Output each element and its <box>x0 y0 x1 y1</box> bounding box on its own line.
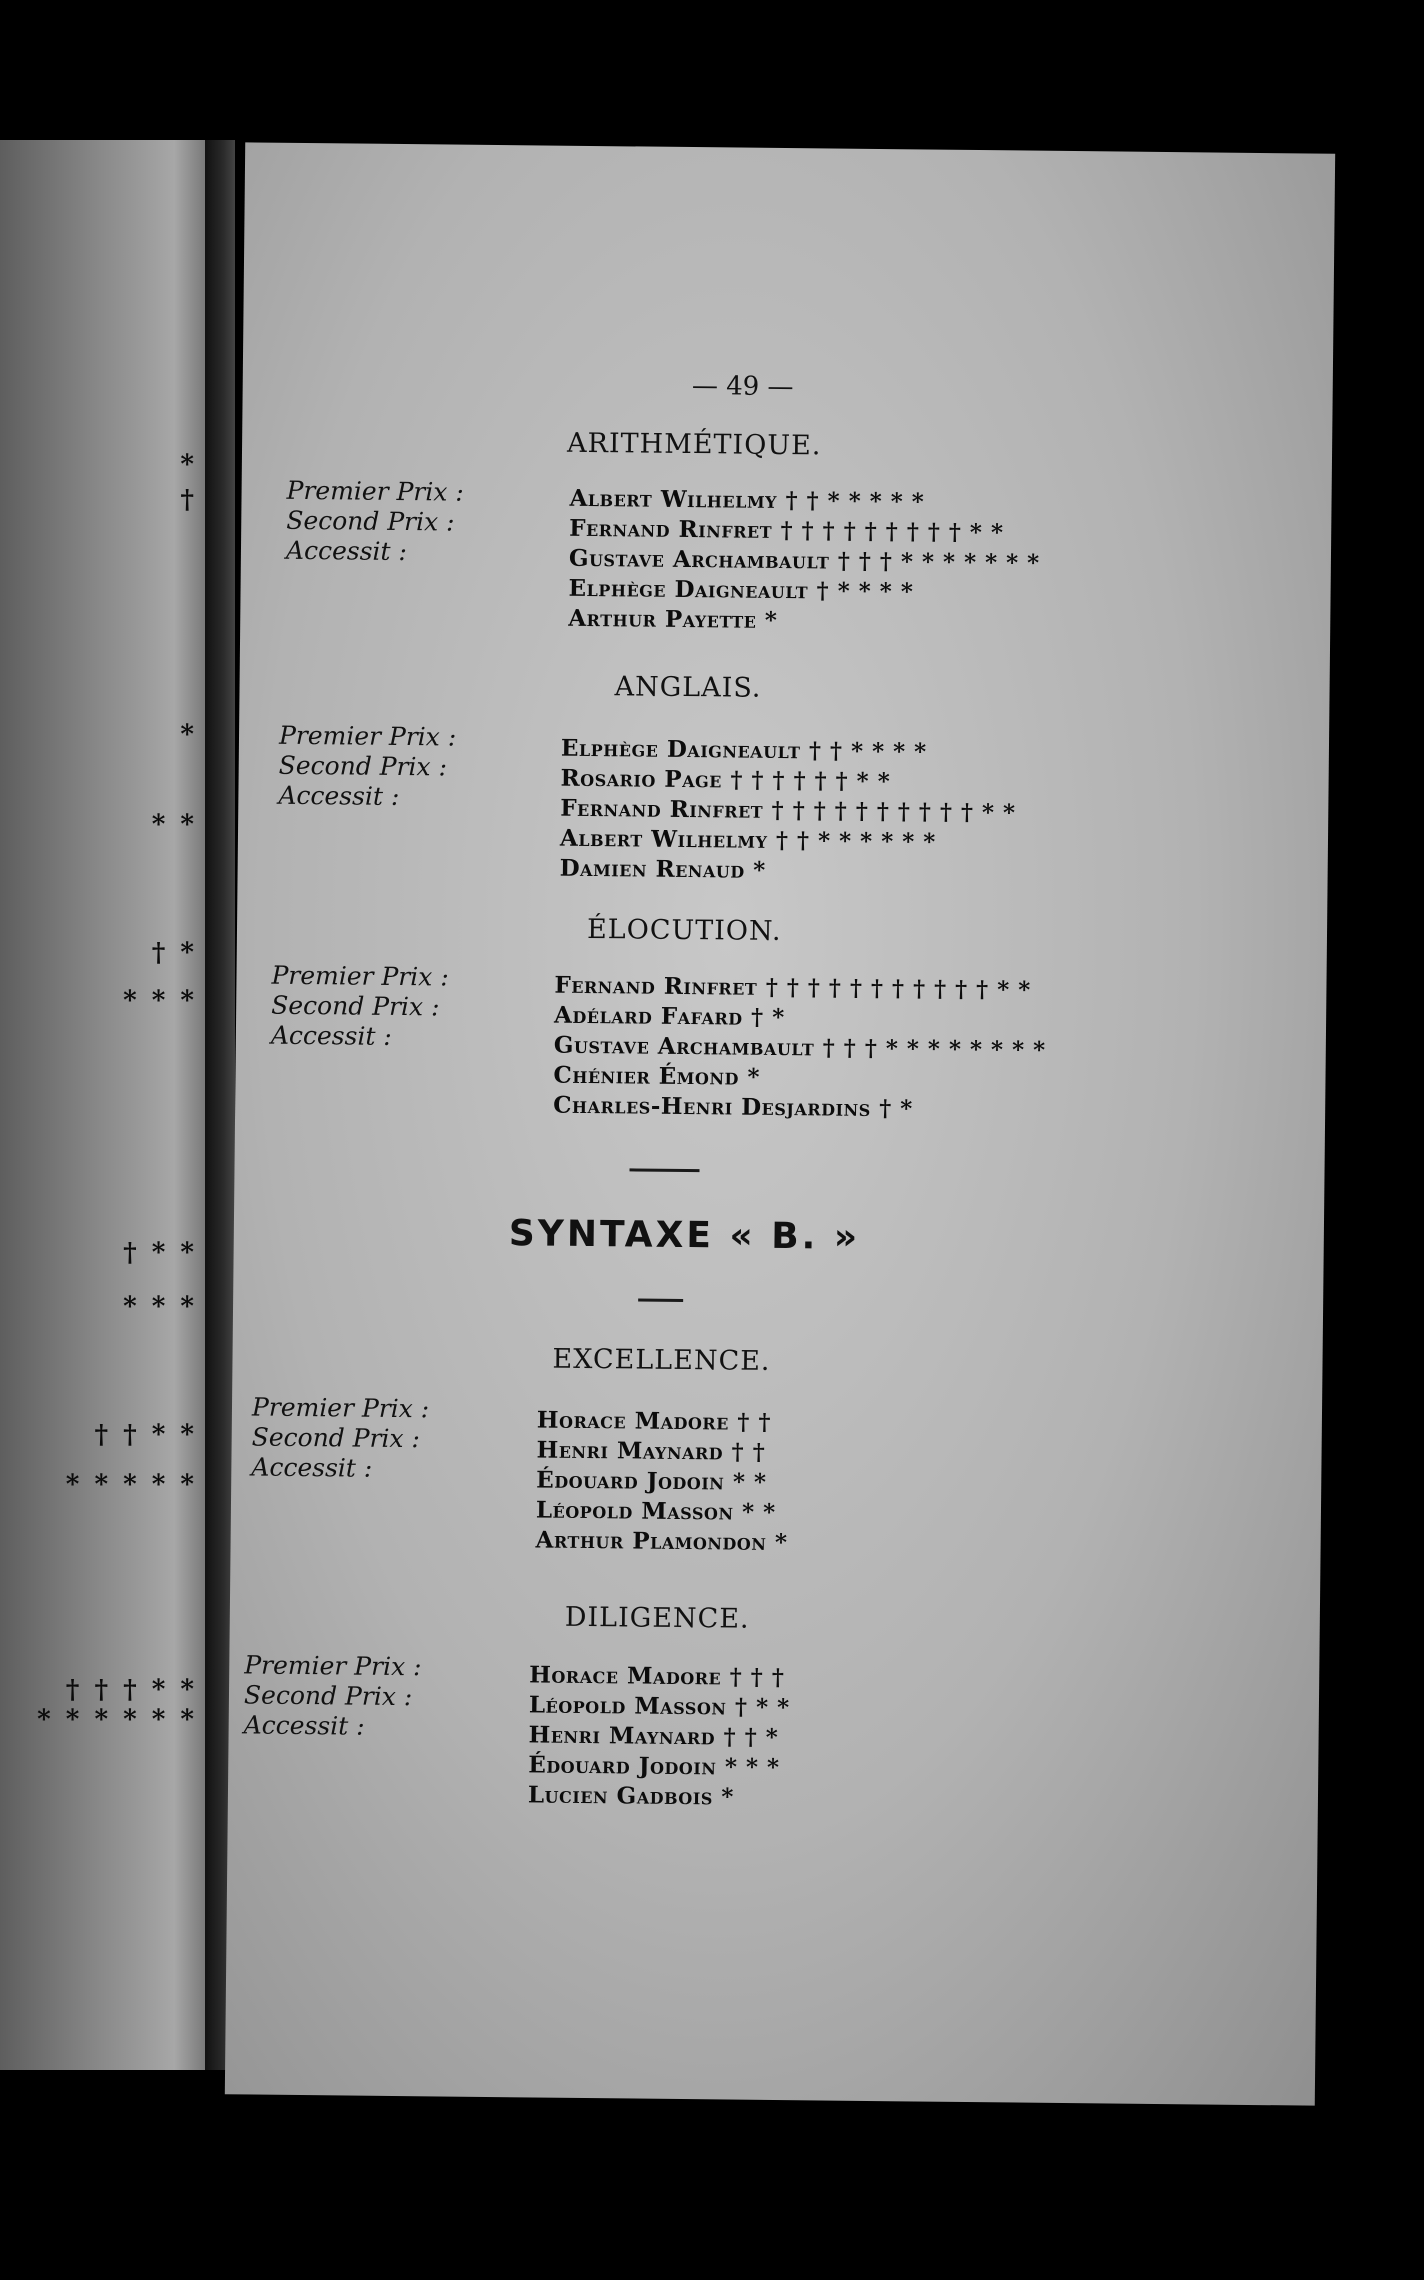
winner-name: Albert Wilhelmy † † * * * * * * <box>559 824 936 856</box>
prize-labels <box>286 476 464 568</box>
left-fragment: † † † * * <box>65 1675 197 1705</box>
winner-name: Horace Madore † † † <box>529 1661 785 1692</box>
left-fragment: † * <box>151 938 197 968</box>
left-fragment: † * * <box>123 1238 197 1268</box>
left-page-edge <box>0 140 205 2070</box>
divider-rule <box>629 1168 699 1172</box>
winner-name: Gustave Archambault † † † * * * * * * * <box>568 544 1040 577</box>
section-title-diligence: DILIGENCE. <box>564 1601 750 1635</box>
left-fragment: * * * * * <box>65 1470 197 1500</box>
label-accessit: Accessit : <box>278 780 400 811</box>
label-second-prix: Second Prix : <box>243 1680 413 1712</box>
left-fragment: * * * <box>123 986 197 1016</box>
label-premier-prix: Premier Prix : <box>286 475 464 507</box>
label-premier-prix: Premier Prix : <box>271 960 449 992</box>
winner-name: Arthur Payette * <box>568 604 778 634</box>
right-page <box>225 142 1335 2105</box>
winner-name: Arthur Plamondon * <box>535 1526 788 1557</box>
prize-labels <box>271 961 449 1053</box>
section-title-excellence: EXCELLENCE. <box>552 1343 771 1377</box>
prize-labels <box>244 1650 422 1742</box>
winner-list <box>553 971 1046 1126</box>
left-fragment: * <box>180 450 197 480</box>
winner-name: Horace Madore † † <box>536 1406 772 1436</box>
label-premier-prix: Premier Prix : <box>278 720 457 752</box>
winner-name: Elphège Daigneault † † * * * * <box>560 734 927 766</box>
winner-name: Édouard Jodoin * * * <box>528 1751 780 1782</box>
left-fragment: * * <box>151 810 197 840</box>
winner-name: Fernand Rinfret † † † † † † † † † † † * * <box>554 971 1031 1004</box>
divider-rule <box>638 1299 683 1302</box>
label-second-prix: Second Prix : <box>278 750 448 782</box>
winner-name: Charles-Henri Desjardins † * <box>553 1091 913 1123</box>
winner-name: Adélard Fafard † * <box>553 1001 785 1032</box>
winner-name: Léopold Masson * * <box>535 1496 776 1526</box>
prize-labels <box>251 1392 429 1484</box>
winner-name: Lucien Gadbois * <box>527 1781 735 1811</box>
winner-list <box>535 1405 788 1558</box>
left-fragment: * * * * * * <box>37 1705 197 1735</box>
label-premier-prix: Premier Prix : <box>244 1650 422 1682</box>
winner-name: Henri Maynard † † <box>536 1436 766 1466</box>
label-second-prix: Second Prix : <box>251 1422 421 1454</box>
winner-name: Rosario Page † † † † † † * * <box>560 764 891 796</box>
label-accessit: Accessit : <box>285 535 408 567</box>
winner-name: Henri Maynard † † * <box>528 1721 779 1752</box>
winner-name: Elphège Daigneault † * * * * <box>568 574 914 606</box>
left-fragment: † † * * <box>94 1420 197 1450</box>
section-title-elocution: ÉLOCUTION. <box>586 913 782 948</box>
prize-labels <box>278 721 456 813</box>
winner-name: Albert Wilhelmy † † * * * * * <box>569 484 925 516</box>
left-fragment: † <box>180 485 197 515</box>
label-accessit: Accessit : <box>251 1452 373 1483</box>
winner-name: Fernand Rinfret † † † † † † † † † † * * <box>560 794 1016 827</box>
winner-list <box>560 734 1017 889</box>
winner-name: Gustave Archambault † † † * * * * * * * * <box>553 1031 1046 1064</box>
section-title-arithmetique: ARITHMÉTIQUE. <box>566 427 822 462</box>
winner-list <box>528 1660 790 1813</box>
winner-list <box>568 484 1040 639</box>
winner-name: Chénier Émond * <box>553 1061 761 1091</box>
winner-name: Damien Renaud * <box>559 854 766 884</box>
winner-name: Léopold Masson † * * <box>528 1691 790 1722</box>
section-title-anglais: ANGLAIS. <box>614 671 762 704</box>
class-title: SYNTAXE « B. » <box>508 1213 861 1258</box>
left-fragment: * <box>180 720 197 750</box>
winner-name: Édouard Jodoin * * <box>536 1466 767 1496</box>
winner-name: Fernand Rinfret † † † † † † † † † * * <box>569 514 1004 547</box>
left-fragment: * * * <box>123 1292 197 1322</box>
label-second-prix: Second Prix : <box>286 505 455 537</box>
label-premier-prix: Premier Prix : <box>251 1392 430 1424</box>
label-accessit: Accessit : <box>243 1710 365 1741</box>
page-number: — 49 — <box>691 371 794 403</box>
label-accessit: Accessit : <box>270 1020 392 1051</box>
label-second-prix: Second Prix : <box>271 990 440 1022</box>
